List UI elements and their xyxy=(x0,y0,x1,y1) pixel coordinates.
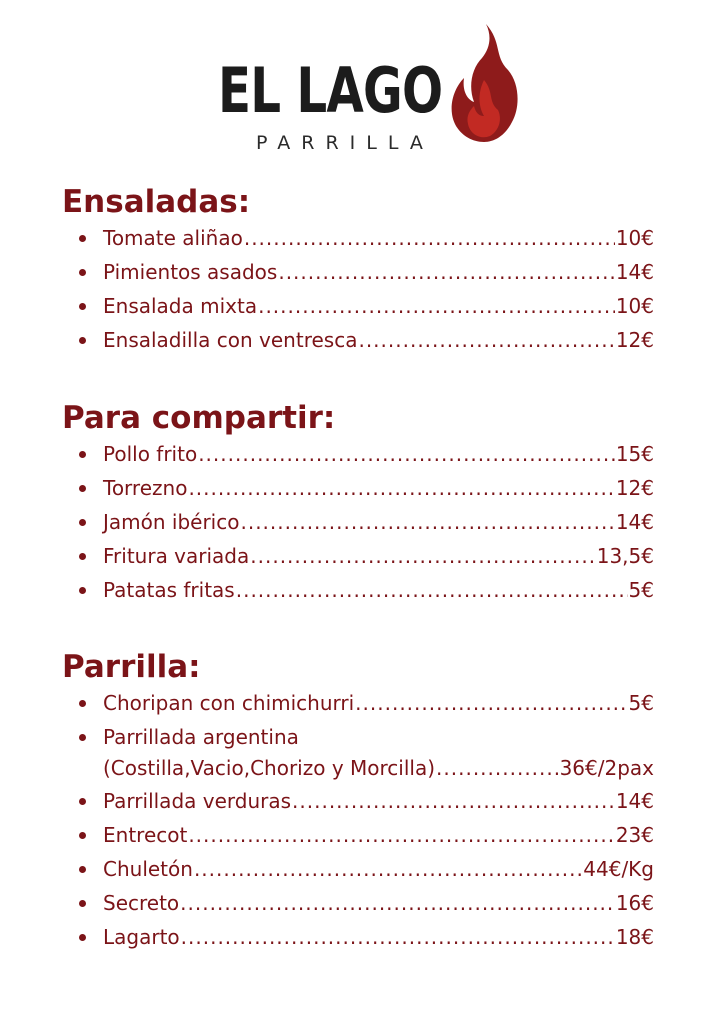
bullet-icon xyxy=(79,900,86,907)
item-name: Tomate aliñao xyxy=(103,226,243,250)
item-price: 13,5€ xyxy=(596,544,654,568)
bullet-icon xyxy=(79,485,86,492)
item-row xyxy=(103,506,654,538)
bullet-icon xyxy=(79,269,86,276)
item-price: 18€ xyxy=(615,925,654,949)
menu-item xyxy=(62,853,662,887)
item-price: 36€/2pax xyxy=(559,756,654,780)
dot-leader xyxy=(188,472,614,504)
section-title: Parrilla: xyxy=(62,649,201,685)
bullet-icon xyxy=(79,337,86,344)
bullet-icon xyxy=(79,519,86,526)
item-name: Ensalada mixta xyxy=(103,294,258,318)
bullet-icon xyxy=(79,235,86,242)
item-row xyxy=(103,752,654,784)
bullet-icon xyxy=(79,734,86,741)
restaurant-logo xyxy=(218,22,528,152)
dot-leader xyxy=(292,785,615,817)
dot-leader xyxy=(258,290,615,322)
item-row xyxy=(103,819,654,851)
menu-item xyxy=(62,222,662,256)
item-price: 16€ xyxy=(615,891,654,915)
menu-list xyxy=(62,222,662,358)
item-name: Pimientos asados xyxy=(103,260,278,284)
item-name: Entrecot xyxy=(103,823,188,847)
dot-leader xyxy=(278,256,614,288)
item-row xyxy=(103,222,654,254)
logo-title: EL LAGO xyxy=(218,54,443,127)
item-name: Ensaladilla con ventresca xyxy=(103,328,358,352)
dot-leader xyxy=(250,540,595,572)
item-row xyxy=(103,574,654,606)
item-name: Fritura variada xyxy=(103,544,250,568)
bullet-icon xyxy=(79,587,86,594)
item-name: Jamón ibérico xyxy=(103,510,240,534)
bullet-icon xyxy=(79,798,86,805)
section-ensaladas xyxy=(62,182,662,358)
dot-leader xyxy=(180,887,615,919)
menu-item xyxy=(62,540,662,574)
menu-item xyxy=(62,687,662,721)
item-price: 14€ xyxy=(615,510,654,534)
item-row xyxy=(103,853,654,885)
menu-item xyxy=(62,819,662,853)
section-para-compartir xyxy=(62,398,662,608)
bullet-icon xyxy=(79,553,86,560)
item-price: 14€ xyxy=(615,789,654,813)
item-detail: (Costilla,Vacio,Chorizo y Morcilla) xyxy=(103,756,436,780)
item-row xyxy=(103,256,654,288)
item-name: Parrillada verduras xyxy=(103,789,292,813)
bullet-icon xyxy=(79,451,86,458)
bullet-icon xyxy=(79,303,86,310)
item-row xyxy=(103,472,654,504)
dot-leader xyxy=(244,222,615,254)
item-row xyxy=(103,921,654,953)
item-price: 5€ xyxy=(628,691,654,715)
item-name: Pollo frito xyxy=(103,442,198,466)
menu-item xyxy=(62,721,662,785)
menu-item xyxy=(62,472,662,506)
menu-item xyxy=(62,324,662,358)
menu-item xyxy=(62,785,662,819)
bullet-icon xyxy=(79,832,86,839)
item-row xyxy=(103,324,654,356)
bullet-icon xyxy=(79,700,86,707)
item-price: 5€ xyxy=(628,578,654,602)
dot-leader xyxy=(355,687,627,719)
menu-item xyxy=(62,506,662,540)
bullet-icon xyxy=(79,934,86,941)
dot-leader xyxy=(181,921,615,953)
dot-leader xyxy=(240,506,614,538)
item-name: Lagarto xyxy=(103,925,180,949)
item-row xyxy=(103,887,654,919)
item-price: 10€ xyxy=(615,226,654,250)
dot-leader xyxy=(436,752,559,784)
menu-item xyxy=(62,438,662,472)
menu-item xyxy=(62,290,662,324)
dot-leader xyxy=(188,819,614,851)
section-parrilla xyxy=(62,647,662,955)
item-name: Patatas fritas xyxy=(103,578,235,602)
item-row xyxy=(103,540,654,572)
item-price: 23€ xyxy=(615,823,654,847)
item-price: 44€/Kg xyxy=(583,857,654,881)
flame-icon xyxy=(450,22,522,144)
item-price: 12€ xyxy=(615,328,654,352)
menu-item xyxy=(62,574,662,608)
item-name: Torrezno xyxy=(103,476,188,500)
item-price: 10€ xyxy=(615,294,654,318)
item-name: Parrillada argentina xyxy=(103,725,299,749)
item-price: 12€ xyxy=(615,476,654,500)
bullet-icon xyxy=(79,866,86,873)
item-row xyxy=(103,785,654,817)
item-row xyxy=(103,290,654,322)
menu-list xyxy=(62,687,662,955)
menu-item xyxy=(62,921,662,955)
logo-subtitle: PARRILLA xyxy=(256,132,434,154)
menu-item xyxy=(62,887,662,921)
item-name: Chuletón xyxy=(103,857,193,881)
section-title: Para compartir: xyxy=(62,400,336,436)
section-title: Ensaladas: xyxy=(62,184,251,220)
item-name: Secreto xyxy=(103,891,180,915)
dot-leader xyxy=(236,574,628,606)
item-name: Choripan con chimichurri xyxy=(103,691,355,715)
item-price: 14€ xyxy=(615,260,654,284)
item-row xyxy=(103,687,654,719)
item-price: 15€ xyxy=(615,442,654,466)
menu-item xyxy=(62,256,662,290)
item-row xyxy=(103,438,654,470)
dot-leader xyxy=(358,324,614,356)
dot-leader xyxy=(194,853,582,885)
dot-leader xyxy=(198,438,615,470)
menu-list xyxy=(62,438,662,608)
